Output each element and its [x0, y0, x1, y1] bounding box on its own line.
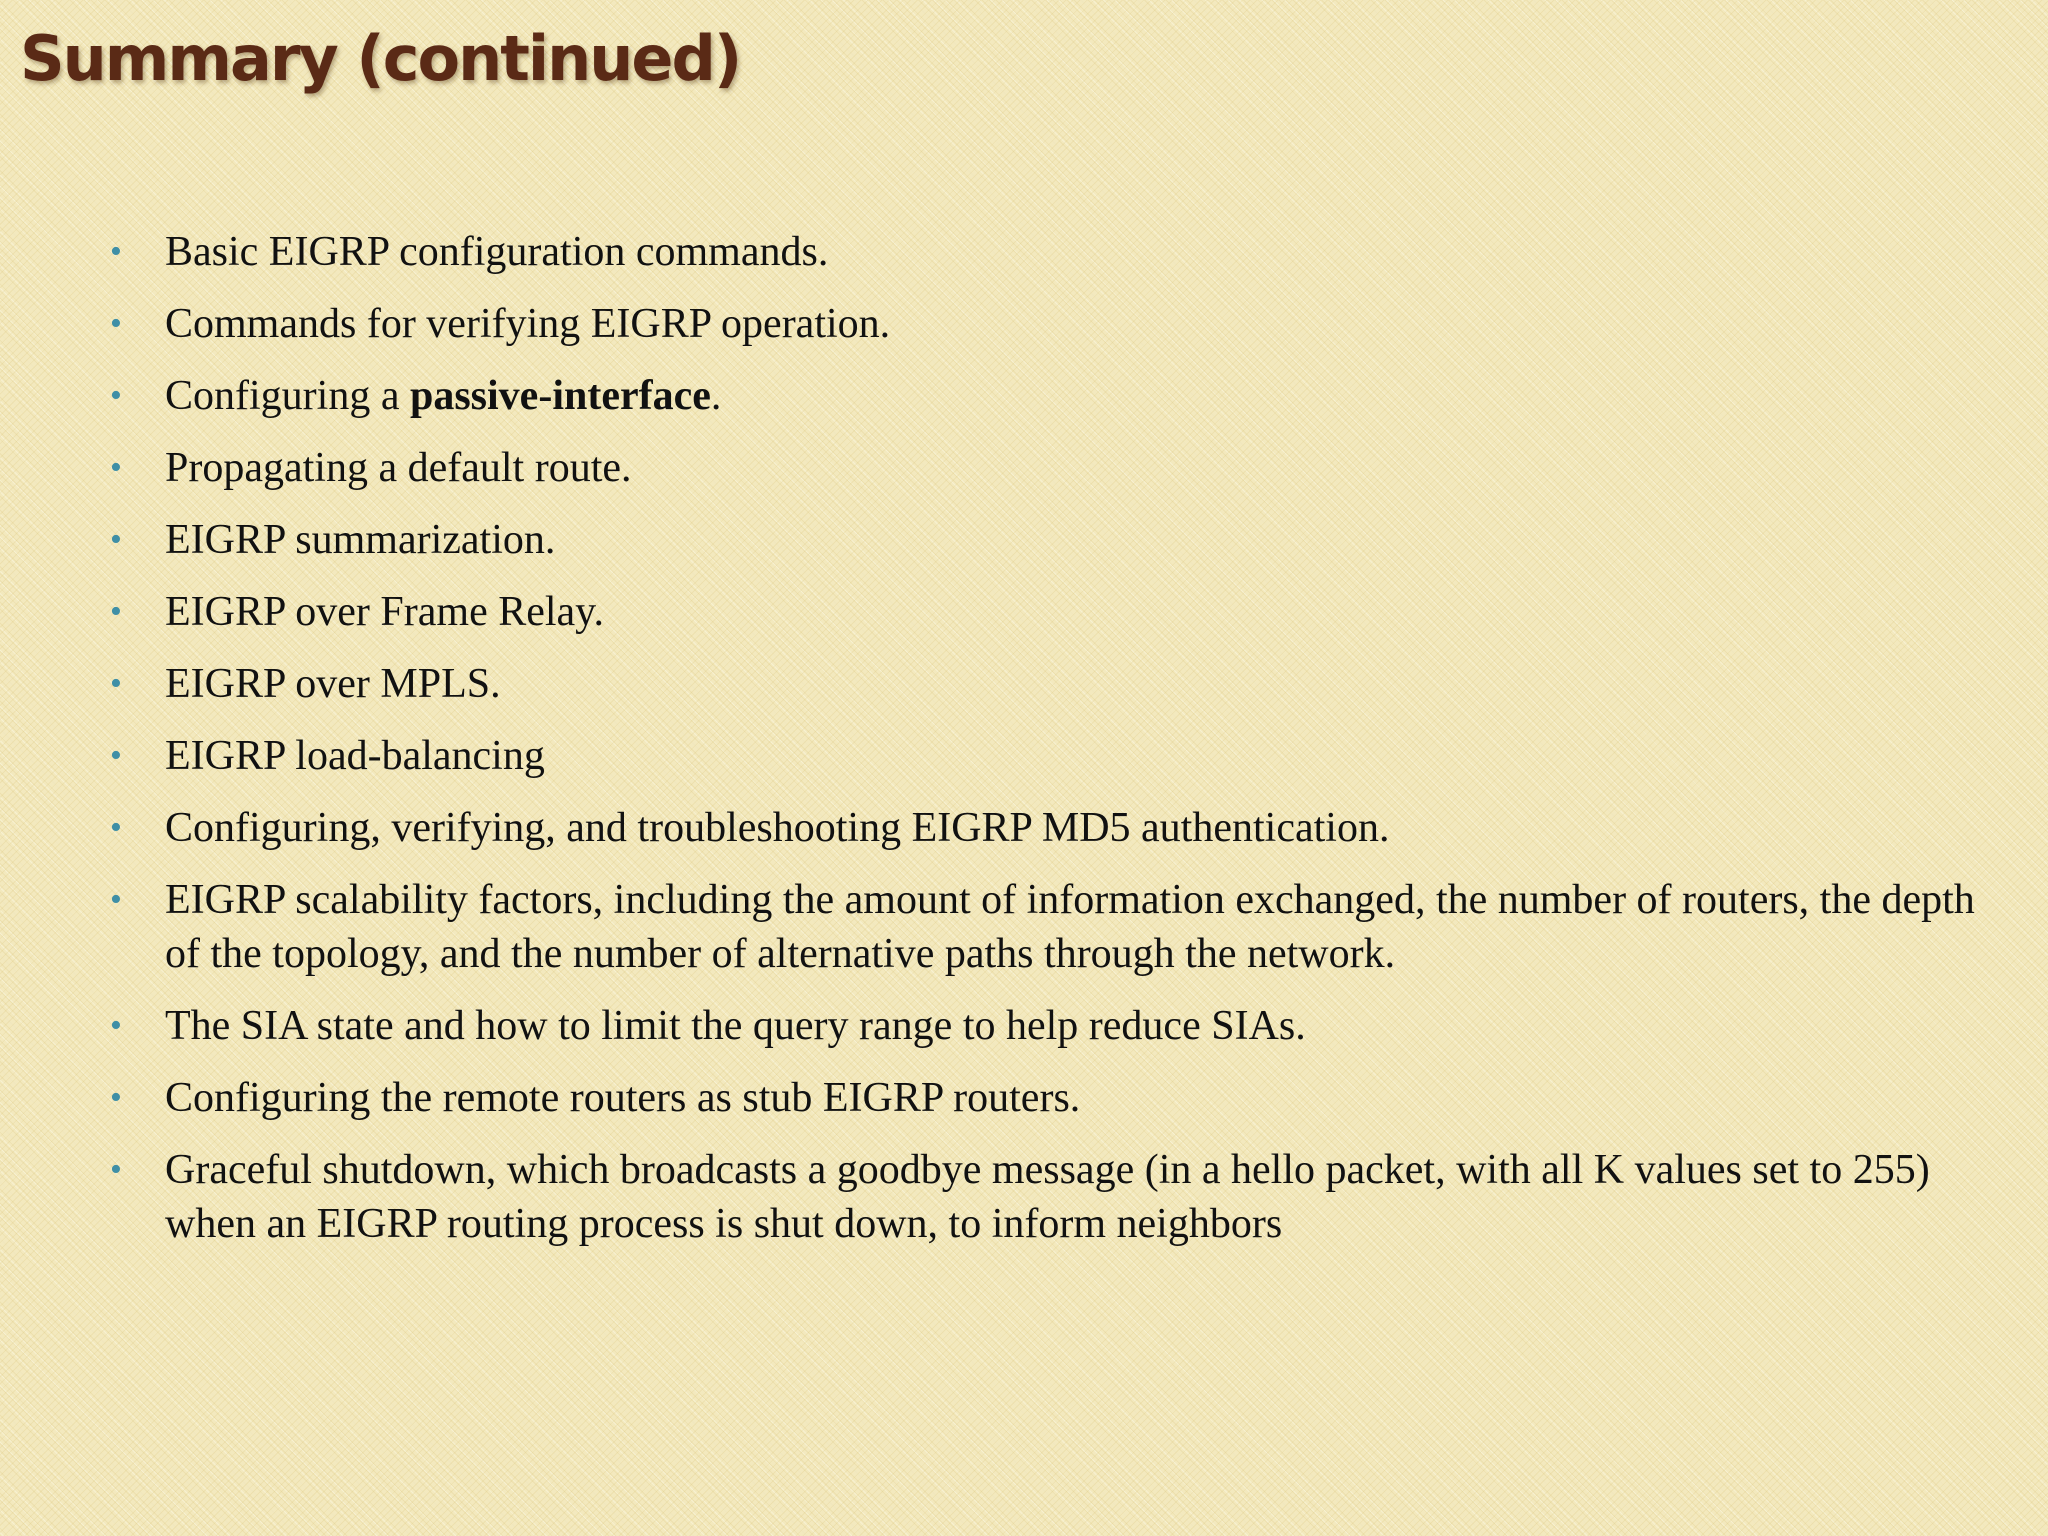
bullet-item-md5-auth: [110, 801, 2000, 855]
bullet-text: Commands for verifying EIGRP operation.: [165, 301, 891, 347]
bullet-icon: •: [110, 233, 122, 270]
bullet-text: EIGRP over MPLS.: [165, 661, 501, 707]
bullet-icon: •: [110, 1007, 122, 1044]
bullet-item-summarization: [110, 513, 2000, 567]
bullet-item-basic-config: [110, 225, 2000, 279]
bullet-item-default-route: [110, 441, 2000, 495]
bullet-item-passive-interface: [110, 369, 2000, 423]
bullet-icon: •: [110, 1151, 122, 1188]
bullet-text: EIGRP over Frame Relay.: [165, 589, 604, 635]
summary-bullet-list: [110, 225, 2000, 1269]
bullet-icon: •: [110, 737, 122, 774]
bullet-text: Graceful shutdown, which broadcasts a goodbye message (in a hello packet, with all K values set to 255) when an EIGRP routing process is shut down, to inform neighbors: [165, 1147, 1930, 1247]
bullet-item-load-balancing: [110, 729, 2000, 783]
bullet-icon: •: [110, 593, 122, 630]
bullet-icon: •: [110, 665, 122, 702]
bullet-text: EIGRP load-balancing: [165, 733, 545, 779]
bullet-icon: •: [110, 809, 122, 846]
bullet-text-prefix: Configuring a: [165, 373, 410, 419]
bullet-item-frame-relay: [110, 585, 2000, 639]
slide-title: Summary (continued): [20, 22, 741, 95]
bullet-text: EIGRP summarization.: [165, 517, 556, 563]
bullet-text: EIGRP scalability factors, including the amount of information exchanged, the number of routers, the depth of the topology, and the number of alternative paths through the network.: [165, 877, 1975, 977]
bullet-text: Basic EIGRP configuration commands.: [165, 229, 829, 275]
bullet-item-verify-commands: [110, 297, 2000, 351]
bullet-item-graceful-shutdown: [110, 1143, 2000, 1251]
bullet-icon: •: [110, 449, 122, 486]
bullet-text-suffix: .: [710, 373, 722, 419]
bullet-text: Configuring the remote routers as stub EIGRP routers.: [165, 1075, 1081, 1121]
bullet-text: Propagating a default route.: [165, 445, 632, 491]
bullet-item-scalability: [110, 873, 2000, 981]
bullet-item-sia-state: [110, 999, 2000, 1053]
bullet-text: The SIA state and how to limit the query range to help reduce SIAs.: [165, 1003, 1306, 1049]
bullet-text: Configuring, verifying, and troubleshooting EIGRP MD5 authentication.: [165, 805, 1390, 851]
bullet-icon: •: [110, 305, 122, 342]
bullet-icon: •: [110, 1079, 122, 1116]
bullet-icon: •: [110, 521, 122, 558]
bullet-icon: •: [110, 377, 122, 414]
bullet-icon: •: [110, 881, 122, 918]
bullet-bold-term: passive-interface: [409, 373, 711, 419]
bullet-item-mpls: [110, 657, 2000, 711]
bullet-item-stub-routers: [110, 1071, 2000, 1125]
